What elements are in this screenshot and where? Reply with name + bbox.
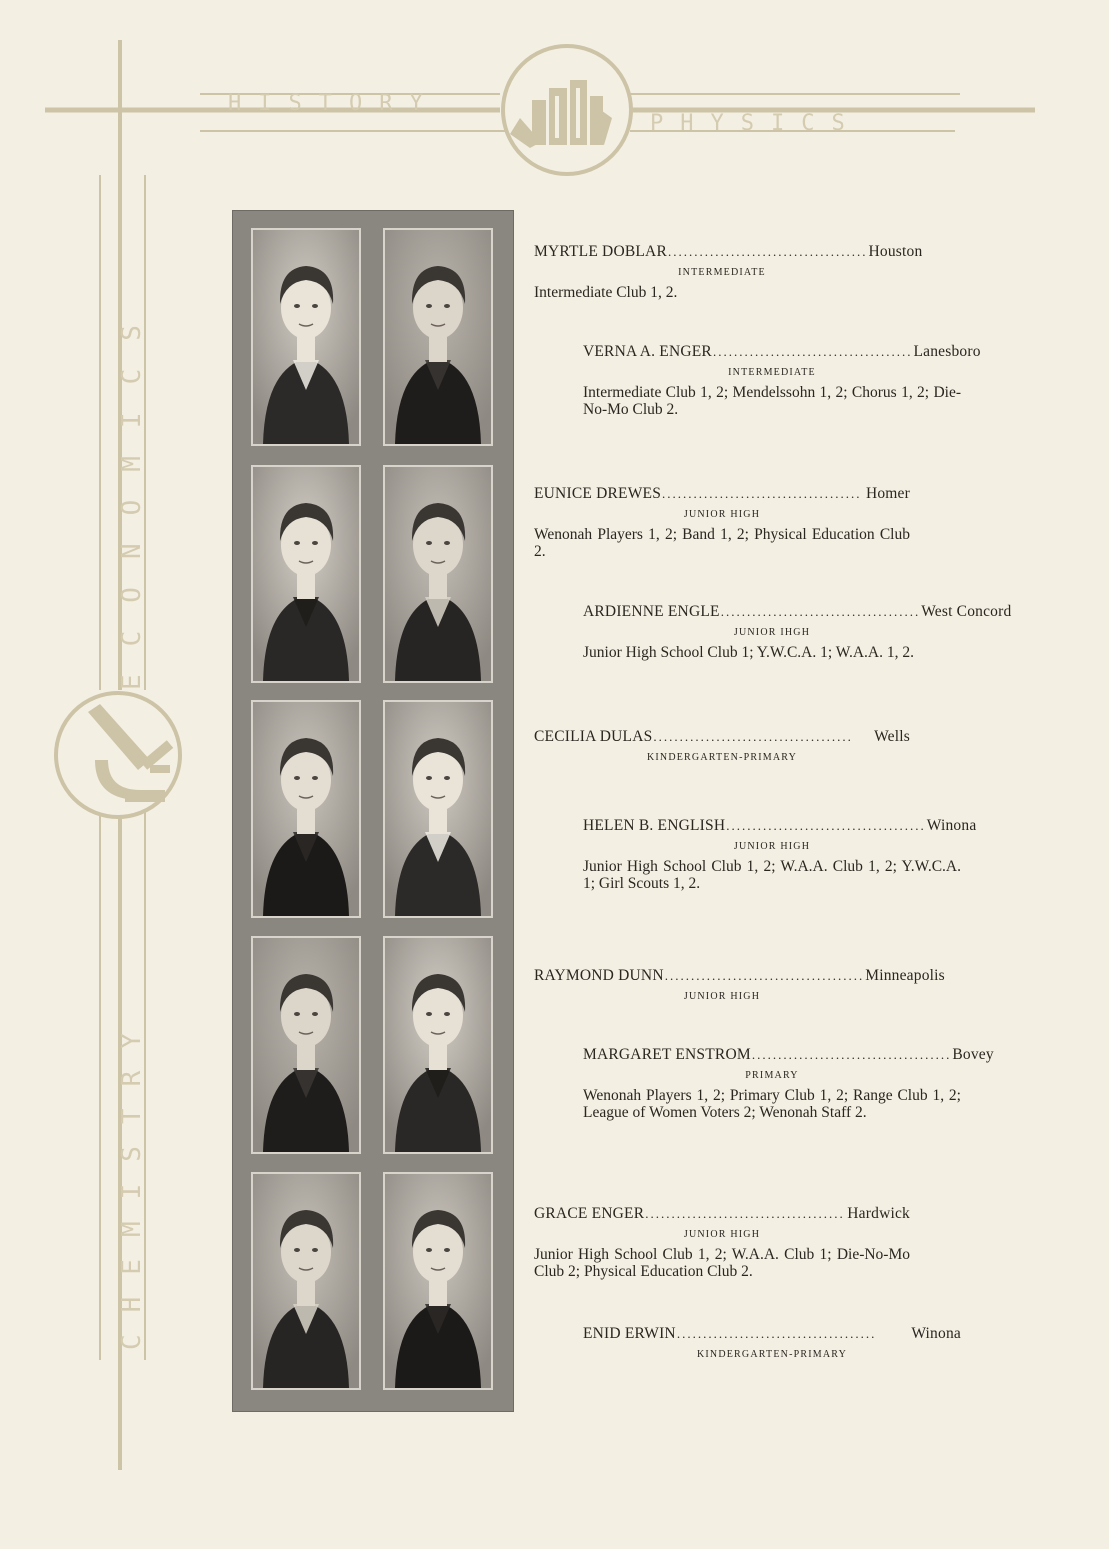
entry-department: JUNIOR HIGH — [683, 1229, 761, 1240]
entry-department: KINDERGARTEN-PRIMARY — [646, 752, 798, 763]
entry-name: EUNICE DREWES — [534, 485, 662, 502]
entry-department: KINDERGARTEN-PRIMARY — [696, 1349, 848, 1360]
subject-chemistry-label: CHEMISTRY — [117, 1011, 147, 1350]
entry-department: PRIMARY — [745, 1070, 799, 1081]
entry-myrtle-doblar — [534, 243, 923, 301]
entry-name: GRACE ENGER — [534, 1205, 645, 1222]
leader-dots: ...................................... — [720, 604, 921, 619]
portrait-photo — [383, 936, 493, 1154]
leader-dots: ...................................... — [645, 1206, 845, 1221]
entry-hometown: Hardwick — [847, 1205, 910, 1222]
leader-dots: ...................................... — [751, 1047, 952, 1062]
portrait-photo — [383, 228, 493, 446]
subject-economics-label: ECONOMICS — [117, 297, 147, 690]
entry-grace-enger — [534, 1205, 910, 1280]
entry-hometown: Wells — [874, 728, 910, 745]
leader-dots: ...................................... — [726, 818, 926, 833]
entry-hometown: Bovey — [952, 1046, 994, 1063]
leader-dots: ...................................... — [662, 486, 862, 501]
entry-department: INTERMEDIATE — [728, 367, 816, 378]
entry-name: VERNA A. ENGER — [583, 343, 712, 360]
entry-activities: Junior High School Club 1; Y.W.C.A. 1; W.A.A. 1, 2. — [583, 644, 914, 661]
entry-hometown: West Concord — [921, 603, 1012, 620]
entry-hometown: Homer — [865, 485, 910, 502]
entry-eunice-drewes — [534, 485, 910, 560]
entry-department: INTERMEDIATE — [678, 267, 766, 278]
portrait-strip — [232, 210, 514, 1412]
entry-name: ENID ERWIN — [583, 1325, 676, 1342]
leader-dots: ...................................... — [712, 344, 913, 359]
leader-dots: ...................................... — [664, 968, 865, 983]
entry-raymond-dunn — [534, 967, 945, 1008]
entry-department: JUNIOR HIGH — [683, 509, 761, 520]
entry-name: ARDIENNE ENGLE — [583, 603, 720, 620]
portrait-photo — [251, 1172, 361, 1390]
entry-activities: Wenonah Players 1, 2; Band 1, 2; Physical Education Club 2. — [534, 526, 910, 560]
entry-activities: Intermediate Club 1, 2; Mendelssohn 1, 2; Chorus 1, 2; Die-No-Mo Club 2. — [583, 384, 961, 418]
entry-activities: Junior High School Club 1, 2; W.A.A. Club 1, 2; Y.W.C.A. 1; Girl Scouts 1, 2. — [583, 858, 961, 892]
entry-cecilia-dulas — [534, 728, 910, 769]
entry-name: MYRTLE DOBLAR — [534, 243, 667, 260]
entry-hometown: Winona — [926, 817, 977, 834]
portrait-photo — [383, 700, 493, 918]
microscope-medallion-icon — [56, 693, 180, 817]
entry-activities: Intermediate Club 1, 2. — [534, 284, 678, 301]
entry-activities: Wenonah Players 1, 2; Primary Club 1, 2; Range Club 1, 2; League of Women Voters 2; Wenonah Staff 2. — [583, 1087, 961, 1121]
entry-enid-erwin — [583, 1325, 961, 1366]
subject-physics-label: PHYSICS — [650, 111, 862, 136]
entry-name: RAYMOND DUNN — [534, 967, 664, 984]
entry-hometown: Minneapolis — [865, 967, 945, 984]
entry-hometown: Lanesboro — [913, 343, 981, 360]
portrait-photo — [251, 936, 361, 1154]
entry-name: CECILIA DULAS — [534, 728, 653, 745]
entry-hometown: Winona — [911, 1325, 961, 1342]
portrait-photo — [383, 465, 493, 683]
entry-helen-english — [583, 817, 977, 892]
entry-verna-enger — [583, 343, 981, 418]
entry-activities: Junior High School Club 1, 2; W.A.A. Club 1; Die-No-Mo Club 2; Physical Education Club 2. — [534, 1246, 910, 1280]
leader-dots: ...................................... — [668, 244, 868, 259]
entry-name: HELEN B. ENGLISH — [583, 817, 726, 834]
entry-ardienne-engle — [583, 603, 1012, 661]
entry-hometown: Houston — [868, 243, 923, 260]
entry-department: JUNIOR IHGH — [733, 627, 811, 638]
entry-name: MARGARET ENSTROM — [583, 1046, 751, 1063]
portrait-photo — [383, 1172, 493, 1390]
leader-dots: ...................................... — [676, 1326, 877, 1341]
subject-history-label: HISTORY — [228, 91, 440, 116]
leader-dots: ...................................... — [653, 729, 853, 744]
portrait-photo — [251, 465, 361, 683]
books-medallion-icon — [503, 46, 631, 174]
portrait-photo — [251, 228, 361, 446]
portrait-photo — [251, 700, 361, 918]
entry-margaret-enstrom — [583, 1046, 994, 1121]
entry-department: JUNIOR HIGH — [733, 841, 811, 852]
entry-department: JUNIOR HIGH — [683, 991, 761, 1002]
